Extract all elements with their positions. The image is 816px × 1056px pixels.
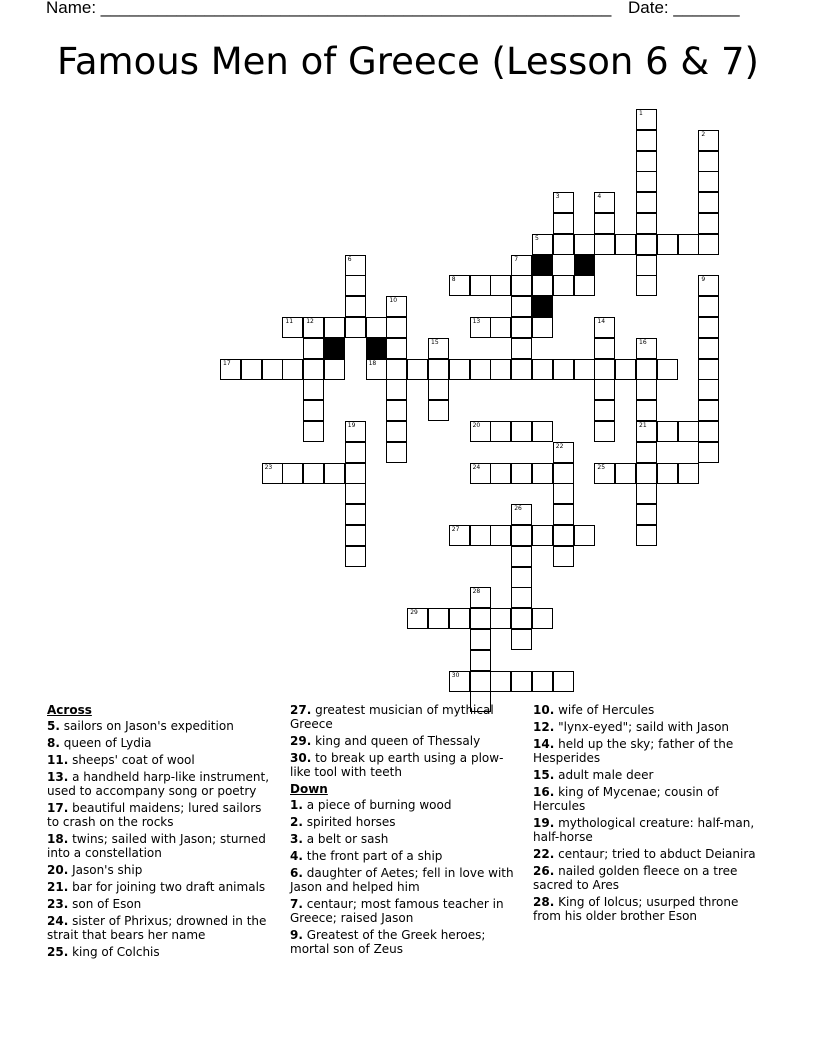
crossword-cell[interactable] [449, 608, 470, 629]
crossword-cell[interactable] [615, 359, 636, 380]
clue-number: 9 [701, 276, 706, 284]
clue-number: 29 [410, 609, 418, 617]
down-clue-14: 14. held up the sky; father of the Hesperides [533, 737, 734, 765]
crossword-cell[interactable] [594, 234, 615, 255]
across-clue-18: 18. twins; sailed with Jason; sturned into a constellation [47, 832, 266, 860]
crossword-cell[interactable] [594, 213, 615, 234]
clue-number: 26 [514, 505, 522, 513]
crossword-cell[interactable] [678, 463, 699, 484]
crossword-cell[interactable] [698, 192, 719, 213]
crossword-cell[interactable] [594, 463, 615, 484]
crossword-cell[interactable] [345, 296, 366, 317]
crossword-cell[interactable] [511, 608, 532, 629]
clue-number: 5 [535, 234, 539, 242]
crossword-cell[interactable] [386, 379, 407, 400]
crossword-cell[interactable] [511, 463, 532, 484]
crossword-cell[interactable] [553, 234, 574, 255]
crossword-cell[interactable] [470, 629, 491, 650]
crossword-cell[interactable] [428, 338, 449, 359]
crossword-cell[interactable] [449, 359, 470, 380]
crossword-cell[interactable] [345, 255, 366, 276]
crossword-cell[interactable] [366, 359, 387, 380]
across-clue-23: 23. son of Eson [47, 897, 142, 911]
crossword-cell[interactable] [532, 671, 553, 692]
down-clue-16: 16. king of Mycenae; cousin of Hercules [533, 785, 719, 813]
down-clue-1: 1. a piece of burning wood [290, 798, 452, 812]
crossword-cell[interactable] [698, 421, 719, 442]
crossword-cell[interactable] [636, 359, 657, 380]
down-clue-28: 28. King of Iolcus; usurped throne from his older brother Eson [533, 895, 739, 923]
crossword-cell[interactable] [532, 463, 553, 484]
down-heading: Down [290, 782, 328, 796]
black-square [574, 255, 595, 276]
clue-number: 25 [597, 463, 606, 471]
down-clue-12: 12. "lynx-eyed"; saild with Jason [533, 720, 730, 734]
crossword-cell[interactable] [345, 525, 366, 546]
crossword-cell[interactable] [490, 275, 511, 296]
crossword-cell[interactable] [324, 359, 345, 380]
crossword-cell[interactable] [386, 400, 407, 421]
crossword-cell[interactable] [532, 317, 553, 338]
crossword-cell[interactable] [594, 359, 615, 380]
across-clue-11: 11. sheeps' coat of wool [47, 753, 195, 767]
crossword-cell[interactable] [490, 359, 511, 380]
crossword-cell[interactable] [303, 379, 324, 400]
clue-number: 2 [701, 130, 706, 138]
crossword-cell[interactable] [345, 463, 366, 484]
clue-number: 21 [639, 422, 647, 429]
crossword-cell[interactable] [511, 296, 532, 317]
crossword-cell[interactable] [428, 379, 449, 400]
down-clue-15: 15. adult male deer [533, 768, 654, 782]
across-clue-25: 25. king of Colchis [47, 945, 160, 959]
crossword-cell[interactable] [553, 442, 574, 463]
crossword-cell[interactable] [636, 421, 657, 442]
crossword-cell[interactable] [636, 275, 657, 296]
down-clue-7: 7. centaur; most famous teacher in Greece; raised Jason [290, 897, 504, 925]
black-square [324, 338, 345, 359]
crossword-cell[interactable] [698, 400, 719, 421]
crossword-cell[interactable] [553, 504, 574, 525]
crossword-cell[interactable] [470, 608, 491, 629]
clue-number: 12 [306, 318, 314, 325]
crossword-cell[interactable] [636, 338, 657, 359]
clue-number: 14 [597, 318, 606, 325]
clues-column-1 [47, 703, 275, 962]
crossword-cell[interactable] [678, 421, 699, 442]
clue-number: 17 [223, 359, 231, 367]
crossword-cell[interactable] [490, 525, 511, 546]
crossword-cell[interactable] [615, 234, 636, 255]
across-clue-20: 20. Jason's ship [47, 863, 143, 877]
down-clue-2: 2. spirited horses [290, 815, 396, 829]
crossword-cell[interactable] [407, 359, 428, 380]
crossword-cell[interactable] [532, 275, 553, 296]
crossword-cell[interactable] [449, 671, 470, 692]
crossword-cell[interactable] [470, 587, 491, 608]
crossword-cell[interactable] [594, 317, 615, 338]
down-clue-9: 9. Greatest of the Greek heroes; mortal son of Zeus [290, 928, 486, 956]
clue-number: 6 [347, 255, 352, 263]
crossword-cell[interactable] [636, 379, 657, 400]
crossword-cell[interactable] [553, 546, 574, 567]
crossword-cell[interactable] [470, 317, 491, 338]
crossword-cell[interactable] [241, 359, 262, 380]
crossword-cell[interactable] [303, 359, 324, 380]
across-clue-8: 8. queen of Lydia [47, 736, 152, 750]
crossword-cell[interactable] [678, 234, 699, 255]
crossword-cell[interactable] [698, 317, 719, 338]
crossword-cell[interactable] [511, 629, 532, 650]
crossword-cell[interactable] [303, 421, 324, 442]
crossword-cell[interactable] [532, 525, 553, 546]
page-title: Famous Men of Greece (Lesson 6 & 7) [57, 40, 759, 83]
crossword-cell[interactable] [698, 130, 719, 151]
crossword-cell[interactable] [428, 608, 449, 629]
crossword-cell[interactable] [407, 608, 428, 629]
crossword-cell[interactable] [698, 151, 719, 172]
crossword-cell[interactable] [594, 421, 615, 442]
clue-number: 11 [285, 318, 294, 325]
across-clue-17: 17. beautiful maidens; lured sailors to crash on the rocks [47, 801, 262, 829]
crossword-cell[interactable] [386, 317, 407, 338]
crossword-cell[interactable] [470, 421, 491, 442]
clue-number: 3 [555, 193, 560, 201]
crossword-cell[interactable] [490, 671, 511, 692]
clue-number: 23 [264, 463, 273, 471]
clue-number: 16 [639, 338, 647, 346]
crossword-cell[interactable] [470, 525, 491, 546]
crossword-cell[interactable] [594, 400, 615, 421]
crossword-cell[interactable] [282, 317, 303, 338]
crossword-cell[interactable] [636, 442, 657, 463]
clue-number: 24 [472, 463, 481, 471]
crossword-cell[interactable] [470, 359, 491, 380]
crossword-cell[interactable] [553, 671, 574, 692]
down-clue-19: 19. mythological creature: half-man, half-horse [533, 816, 755, 844]
crossword-cell[interactable] [636, 255, 657, 276]
crossword-cell[interactable] [490, 608, 511, 629]
across-clue-21: 21. bar for joining two draft animals [47, 880, 266, 894]
across-clue-5: 5. sailors on Jason's expedition [47, 719, 234, 733]
clue-number: 20 [472, 422, 481, 429]
crossword-cell[interactable] [220, 359, 241, 380]
crossword-cell[interactable] [386, 296, 407, 317]
crossword-cell[interactable] [532, 234, 553, 255]
crossword-cell[interactable] [386, 421, 407, 442]
crossword-cell[interactable] [511, 587, 532, 608]
crossword-cell[interactable] [345, 442, 366, 463]
clue-number: 13 [472, 318, 481, 325]
crossword-cell[interactable] [636, 400, 657, 421]
crossword-cell[interactable] [511, 567, 532, 588]
crossword-cell[interactable] [511, 504, 532, 525]
crossword-cell[interactable] [449, 525, 470, 546]
crossword-cell[interactable] [636, 463, 657, 484]
crossword-cell[interactable] [636, 171, 657, 192]
crossword-cell[interactable] [698, 296, 719, 317]
across-clue-30: 30. to break up earth using a plow-like tool with teeth [290, 751, 504, 779]
crossword-cell[interactable] [262, 359, 283, 380]
clue-number: 4 [597, 193, 602, 201]
crossword-cell[interactable] [553, 213, 574, 234]
crossword-cell[interactable] [636, 525, 657, 546]
crossword-cell[interactable] [636, 151, 657, 172]
crossword-cell[interactable] [636, 234, 657, 255]
across-clue-13: 13. a handheld harp-like instrument, used to accompany song or poetry [47, 770, 270, 798]
across-clue-29: 29. king and queen of Thessaly [290, 734, 481, 748]
clue-number: 22 [555, 442, 564, 450]
crossword-cell[interactable] [511, 671, 532, 692]
name-field[interactable]: Name: ______________________________________________________ [46, 0, 612, 17]
crossword-cell[interactable] [698, 359, 719, 380]
crossword-cell[interactable] [470, 275, 491, 296]
crossword-cell[interactable] [449, 275, 470, 296]
crossword-cell[interactable] [574, 525, 595, 546]
crossword-cell[interactable] [698, 275, 719, 296]
crossword-cell[interactable] [324, 317, 345, 338]
clue-number: 19 [347, 422, 356, 429]
crossword-cell[interactable] [636, 504, 657, 525]
crossword-cell[interactable] [366, 317, 387, 338]
crossword-cell[interactable] [511, 525, 532, 546]
crossword-cell[interactable] [553, 525, 574, 546]
crossword-cell[interactable] [553, 192, 574, 213]
crossword-cell[interactable] [698, 171, 719, 192]
crossword-cell[interactable] [490, 463, 511, 484]
crossword-cell[interactable] [511, 317, 532, 338]
clue-number: 10 [389, 297, 398, 305]
crossword-cell[interactable] [262, 463, 283, 484]
crossword-cell[interactable] [698, 338, 719, 359]
crossword-cell[interactable] [511, 546, 532, 567]
down-clue-3: 3. a belt or sash [290, 832, 389, 846]
crossword-cell[interactable] [574, 275, 595, 296]
crossword-cell[interactable] [636, 192, 657, 213]
crossword-cell[interactable] [511, 255, 532, 276]
crossword-cell[interactable] [532, 608, 553, 629]
crossword-cell[interactable] [594, 192, 615, 213]
crossword-cell[interactable] [303, 463, 324, 484]
clue-number: 8 [451, 276, 456, 284]
date-field[interactable]: Date: _______ [628, 0, 740, 17]
crossword-cell[interactable] [470, 463, 491, 484]
crossword-cell[interactable] [428, 400, 449, 421]
crossword-cell[interactable] [345, 546, 366, 567]
crossword-cell[interactable] [574, 234, 595, 255]
crossword-cell[interactable] [553, 359, 574, 380]
crossword-cell[interactable] [511, 359, 532, 380]
crossword-cell[interactable] [698, 234, 719, 255]
crossword-cell[interactable] [657, 359, 678, 380]
crossword-cell[interactable] [657, 463, 678, 484]
down-clue-22: 22. centaur; tried to abduct Deianira [533, 847, 756, 861]
crossword-cell[interactable] [470, 671, 491, 692]
down-clue-6: 6. daughter of Aetes; fell in love with Jason and helped him [290, 866, 514, 894]
crossword-cell[interactable] [386, 442, 407, 463]
black-square [532, 296, 553, 317]
clues-column-2 [290, 703, 518, 959]
clues-column-3 [533, 703, 769, 926]
crossword-cell[interactable] [553, 275, 574, 296]
crossword-cell[interactable] [303, 338, 324, 359]
crossword-cell[interactable] [594, 338, 615, 359]
crossword-cell[interactable] [698, 442, 719, 463]
crossword-cell[interactable] [574, 359, 595, 380]
clue-number: 18 [368, 359, 377, 367]
crossword-cell[interactable] [511, 338, 532, 359]
crossword-cell[interactable] [386, 338, 407, 359]
clue-number: 28 [472, 588, 481, 596]
crossword-cell[interactable] [511, 421, 532, 442]
clue-number: 30 [451, 671, 460, 679]
clue-number: 15 [431, 338, 439, 346]
crossword-cell[interactable] [636, 130, 657, 151]
crossword-cell[interactable] [303, 317, 324, 338]
crossword-cell[interactable] [657, 421, 678, 442]
crossword-cell[interactable] [490, 317, 511, 338]
crossword-cell[interactable] [470, 650, 491, 671]
crossword-cell[interactable] [345, 421, 366, 442]
crossword-cell[interactable] [532, 421, 553, 442]
down-clue-4: 4. the front part of a ship [290, 849, 443, 863]
black-square [532, 255, 553, 276]
across-clue-27: 27. greatest musician of mythical Greece [290, 703, 494, 731]
down-clue-26: 26. nailed golden fleece on a tree sacred to Ares [533, 864, 738, 892]
crossword-cell[interactable] [511, 275, 532, 296]
across-clue-24: 24. sister of Phrixus; drowned in the strait that bears her name [47, 914, 267, 942]
crossword-cell[interactable] [594, 379, 615, 400]
down-clue-10: 10. wife of Hercules [533, 703, 655, 717]
crossword-cell[interactable] [324, 463, 345, 484]
crossword-cell[interactable] [345, 275, 366, 296]
clue-number: 27 [451, 526, 460, 533]
crossword-cell[interactable] [698, 379, 719, 400]
crossword-cell[interactable] [386, 359, 407, 380]
crossword-cell[interactable] [636, 109, 657, 130]
crossword-cell[interactable] [303, 400, 324, 421]
crossword-cell[interactable] [615, 463, 636, 484]
crossword-cell[interactable] [282, 463, 303, 484]
crossword-cell[interactable] [532, 359, 553, 380]
crossword-cell[interactable] [345, 504, 366, 525]
clue-number: 7 [514, 255, 519, 263]
crossword-cell[interactable] [636, 213, 657, 234]
black-square [366, 338, 387, 359]
crossword-cell[interactable] [636, 483, 657, 504]
across-heading: Across [47, 703, 92, 717]
crossword-cell[interactable] [490, 421, 511, 442]
crossword-cell[interactable] [698, 213, 719, 234]
crossword-cell[interactable] [657, 234, 678, 255]
crossword-cell[interactable] [282, 359, 303, 380]
crossword-cell[interactable] [428, 359, 449, 380]
crossword-cell[interactable] [345, 317, 366, 338]
crossword-cell[interactable] [553, 483, 574, 504]
crossword-cell[interactable] [345, 483, 366, 504]
crossword-cell[interactable] [553, 463, 574, 484]
clue-number: 1 [639, 110, 643, 117]
